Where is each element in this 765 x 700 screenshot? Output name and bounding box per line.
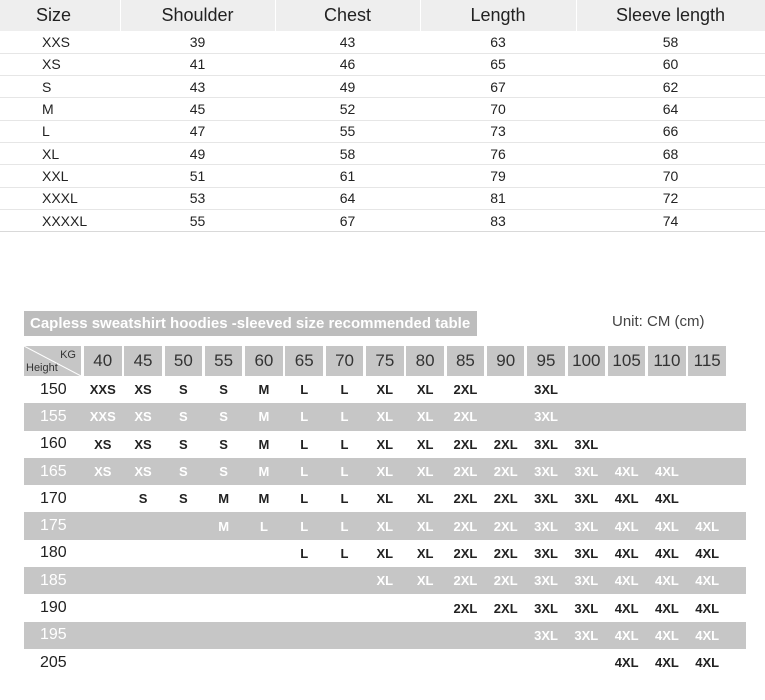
measurement-cell: 51 [120, 165, 275, 187]
measurement-cell: 72 [576, 187, 765, 209]
height-cell: 205 [40, 653, 67, 671]
recommended-size-cell: L [300, 409, 309, 425]
recommended-size-cell: 4XL [695, 655, 720, 671]
recommended-size-cell: 2XL [453, 382, 478, 398]
recommend-table-body [24, 376, 746, 676]
recommended-size-cell: 3XL [574, 436, 599, 452]
measurement-cell: 67 [420, 76, 576, 98]
recommended-size-cell: 4XL [654, 464, 679, 480]
recommended-size-cell: 4XL [614, 573, 639, 589]
recommended-size-cell: L [300, 518, 309, 534]
recommended-size-cell: 4XL [695, 600, 720, 616]
height-row [24, 485, 746, 512]
recommended-size-cell: 4XL [614, 655, 639, 671]
recommended-size-cell: XL [416, 409, 434, 425]
recommended-size-cell: S [138, 491, 148, 507]
weight-header-row [24, 346, 746, 376]
height-row [24, 512, 746, 539]
measurement-cell: 70 [576, 165, 765, 187]
size-label-cell: XXL [0, 165, 120, 187]
measurement-cell: 41 [120, 53, 275, 75]
recommended-size-cell: S [179, 409, 188, 425]
size-chart-row [0, 142, 765, 164]
recommended-size-cell: 2XL [493, 464, 518, 480]
size-chart-header: Size [0, 0, 120, 31]
recommended-size-cell: XS [94, 436, 112, 452]
measurement-cell: 52 [275, 98, 420, 120]
recommended-size-cell: XL [376, 573, 394, 589]
recommended-size-cell: L [340, 382, 349, 398]
height-row [24, 594, 746, 621]
measurement-cell: 70 [420, 98, 576, 120]
recommended-size-cell: 4XL [614, 627, 639, 643]
recommended-size-cell: XS [134, 464, 152, 480]
recommended-size-cell: XXS [89, 409, 116, 425]
recommended-size-cell: XL [376, 464, 394, 480]
recommended-size-cell: 2XL [453, 436, 478, 452]
recommended-size-cell: 3XL [534, 382, 558, 398]
measurement-cell: 49 [120, 142, 275, 164]
recommended-size-cell: L [300, 545, 309, 561]
size-chart-header: Shoulder [120, 0, 275, 31]
measurement-cell: 43 [275, 31, 420, 53]
recommended-size-cell: 4XL [695, 518, 720, 534]
measurement-cell: 64 [576, 98, 765, 120]
recommend-table-title: Capless sweatshirt hoodies -sleeved size recommended table [24, 311, 477, 336]
measurement-cell: 60 [576, 53, 765, 75]
recommended-size-cell: L [259, 518, 268, 534]
measurement-cell: 68 [576, 142, 765, 164]
recommended-size-cell: 3XL [534, 464, 558, 480]
size-chart-row [0, 120, 765, 142]
height-row [24, 458, 746, 485]
measurement-cell: 43 [120, 76, 275, 98]
size-label-cell: XS [0, 53, 120, 75]
height-cell: 185 [40, 571, 67, 589]
weight-header-cell: 50 [165, 346, 203, 376]
measurement-cell: 81 [420, 187, 576, 209]
recommended-size-cell: 4XL [614, 491, 639, 507]
recommended-size-cell: M [258, 382, 270, 398]
recommended-size-cell: M [258, 464, 270, 480]
recommended-size-cell: 4XL [695, 545, 720, 561]
recommended-size-cell: XL [376, 518, 394, 534]
recommended-size-cell: 3XL [534, 545, 558, 561]
recommended-size-cell: XS [94, 464, 112, 480]
recommended-size-cell: 4XL [614, 600, 639, 616]
recommended-size-cell: XL [416, 491, 434, 507]
height-cell: 160 [40, 435, 67, 453]
recommended-size-cell: 2XL [453, 518, 478, 534]
measurement-cell: 45 [120, 98, 275, 120]
weight-header-cell: 55 [205, 346, 243, 376]
height-row [24, 540, 746, 567]
recommended-size-cell: L [340, 491, 349, 507]
height-row [24, 622, 746, 649]
weight-header-cell: 100 [568, 346, 606, 376]
recommended-size-cell: 3XL [574, 491, 599, 507]
recommended-size-cell: 3XL [534, 409, 558, 425]
size-chart-header-row [0, 0, 765, 31]
recommended-size-cell: M [258, 436, 270, 452]
size-label-cell: S [0, 76, 120, 98]
weight-header-cell: 45 [124, 346, 162, 376]
recommended-size-cell: 3XL [534, 573, 558, 589]
recommended-size-cell: S [219, 382, 228, 398]
measurement-cell: 58 [275, 142, 420, 164]
measurement-cell: 47 [120, 120, 275, 142]
recommended-size-cell: XL [376, 491, 394, 507]
recommended-size-cell: 2XL [493, 573, 518, 589]
corner-height-label: Height [26, 362, 58, 374]
measurement-cell: 79 [420, 165, 576, 187]
measurement-cell: 66 [576, 120, 765, 142]
measurement-cell: 39 [120, 31, 275, 53]
size-chart-header: Chest [275, 0, 420, 31]
recommended-size-cell: L [340, 436, 349, 452]
weight-header-cell: 105 [608, 346, 646, 376]
recommended-size-cell: XL [416, 382, 434, 398]
measurement-cell: 55 [120, 209, 275, 231]
recommended-size-cell: 4XL [654, 545, 679, 561]
recommended-size-cell: 3XL [534, 491, 558, 507]
recommend-table [24, 346, 746, 676]
recommended-size-cell: 2XL [493, 436, 518, 452]
measurement-cell: 73 [420, 120, 576, 142]
recommended-size-cell: M [258, 491, 270, 507]
weight-header-cell: 80 [406, 346, 444, 376]
recommended-size-cell: 3XL [574, 545, 599, 561]
recommended-size-cell: 3XL [574, 464, 599, 480]
recommended-size-cell: 2XL [493, 518, 518, 534]
measurement-cell: 74 [576, 209, 765, 231]
measurement-cell: 55 [275, 120, 420, 142]
size-chart-row [0, 187, 765, 209]
recommended-size-cell: 3XL [534, 600, 558, 616]
recommended-size-cell: M [218, 491, 230, 507]
corner-cell [24, 346, 81, 376]
height-row [24, 403, 746, 430]
recommended-size-cell: XS [134, 436, 152, 452]
recommended-size-cell: XXS [89, 382, 116, 398]
size-chart-row [0, 53, 765, 75]
recommended-size-cell: 3XL [534, 518, 558, 534]
recommended-size-cell: 4XL [614, 518, 639, 534]
measurement-cell: 53 [120, 187, 275, 209]
recommended-size-cell: 3XL [574, 627, 599, 643]
recommended-size-cell: S [219, 464, 228, 480]
recommended-size-cell: L [300, 491, 309, 507]
weight-header-cell: 110 [648, 346, 686, 376]
recommended-size-cell: L [340, 518, 349, 534]
weight-header-cell: 95 [527, 346, 565, 376]
recommended-size-cell: 3XL [574, 573, 599, 589]
recommended-size-cell: 4XL [654, 627, 679, 643]
recommended-size-cell: 3XL [574, 600, 599, 616]
height-cell: 180 [40, 544, 67, 562]
recommended-size-cell: XL [376, 436, 394, 452]
height-row [24, 567, 746, 594]
size-label-cell: L [0, 120, 120, 142]
size-label-cell: XXS [0, 31, 120, 53]
height-cell: 195 [40, 626, 67, 644]
weight-header-cell: 90 [487, 346, 525, 376]
height-row [24, 649, 746, 676]
height-cell: 155 [40, 407, 67, 425]
recommended-size-cell: XS [134, 409, 152, 425]
recommended-size-cell: XL [376, 409, 394, 425]
measurement-cell: 61 [275, 165, 420, 187]
weight-header-cell: 60 [245, 346, 283, 376]
recommended-size-cell: 4XL [695, 627, 720, 643]
recommended-size-cell: XL [376, 545, 394, 561]
recommended-size-cell: L [340, 545, 349, 561]
recommended-size-cell: 4XL [654, 491, 679, 507]
size-chart-header: Sleeve length [576, 0, 765, 31]
recommended-size-cell: 2XL [453, 600, 478, 616]
recommended-size-cell: XL [376, 382, 394, 398]
size-label-cell: M [0, 98, 120, 120]
recommended-size-cell: 2XL [453, 573, 478, 589]
recommended-size-cell: 4XL [654, 600, 679, 616]
recommended-size-cell: S [179, 491, 188, 507]
recommended-size-cell: 4XL [654, 655, 679, 671]
measurement-cell: 67 [275, 209, 420, 231]
size-chart-table [0, 0, 765, 232]
recommended-size-cell: M [218, 518, 230, 534]
weight-header-cell: 70 [326, 346, 364, 376]
recommended-size-cell: 3XL [574, 518, 599, 534]
measurement-cell: 46 [275, 53, 420, 75]
recommended-size-cell: S [219, 409, 228, 425]
measurement-cell: 63 [420, 31, 576, 53]
recommended-size-cell: S [219, 436, 228, 452]
recommended-size-cell: L [340, 464, 349, 480]
recommended-size-cell: S [179, 464, 188, 480]
recommended-size-cell: S [179, 382, 188, 398]
measurement-cell: 62 [576, 76, 765, 98]
size-chart-row [0, 76, 765, 98]
recommended-size-cell: L [340, 409, 349, 425]
recommended-size-cell: 4XL [654, 518, 679, 534]
height-row [24, 376, 746, 403]
recommended-size-cell: 3XL [534, 627, 558, 643]
recommended-size-cell: 4XL [654, 573, 679, 589]
height-row [24, 431, 746, 458]
recommended-size-cell: XS [134, 382, 152, 398]
recommended-size-cell: XL [416, 518, 434, 534]
measurement-cell: 49 [275, 76, 420, 98]
recommended-size-cell: 2XL [453, 491, 478, 507]
measurement-cell: 65 [420, 53, 576, 75]
size-label-cell: XXXL [0, 187, 120, 209]
size-chart-body [0, 31, 765, 232]
measurement-cell: 83 [420, 209, 576, 231]
weight-header-cell: 85 [447, 346, 485, 376]
size-chart-row [0, 165, 765, 187]
recommended-size-cell: M [258, 409, 270, 425]
unit-label: Unit: CM (cm) [612, 313, 705, 330]
weight-header-cell: 115 [688, 346, 726, 376]
recommended-size-cell: XL [416, 464, 434, 480]
recommended-size-cell: 4XL [614, 545, 639, 561]
recommended-size-cell: 2XL [493, 545, 518, 561]
recommended-size-cell: XL [416, 573, 434, 589]
recommended-size-cell: 4XL [695, 573, 720, 589]
size-label-cell: XL [0, 142, 120, 164]
recommended-size-cell: L [300, 436, 309, 452]
height-cell: 175 [40, 517, 67, 535]
recommended-size-cell: 2XL [453, 464, 478, 480]
measurement-cell: 58 [576, 31, 765, 53]
recommended-size-cell: 3XL [534, 436, 558, 452]
recommended-size-cell: 2XL [453, 409, 478, 425]
recommended-size-cell: 4XL [614, 464, 639, 480]
measurement-cell: 76 [420, 142, 576, 164]
recommended-size-cell: XL [416, 545, 434, 561]
height-cell: 150 [40, 380, 67, 398]
height-cell: 170 [40, 489, 67, 507]
weight-header-cell: 65 [285, 346, 323, 376]
weight-header-cell: 75 [366, 346, 404, 376]
recommended-size-cell: S [179, 436, 188, 452]
recommended-size-cell: L [300, 382, 309, 398]
recommended-size-cell: 2XL [493, 600, 518, 616]
size-chart-row [0, 209, 765, 231]
recommended-size-cell: XL [416, 436, 434, 452]
corner-kg-label: KG [60, 349, 76, 361]
size-chart-row [0, 98, 765, 120]
size-chart-row [0, 31, 765, 53]
recommended-size-cell: 2XL [453, 545, 478, 561]
height-cell: 190 [40, 599, 67, 617]
measurement-cell: 64 [275, 187, 420, 209]
recommended-size-cell: L [300, 464, 309, 480]
size-label-cell: XXXXL [0, 209, 120, 231]
weight-header-cell: 40 [84, 346, 122, 376]
height-cell: 165 [40, 462, 67, 480]
size-chart-header: Length [420, 0, 576, 31]
recommended-size-cell: 2XL [493, 491, 518, 507]
